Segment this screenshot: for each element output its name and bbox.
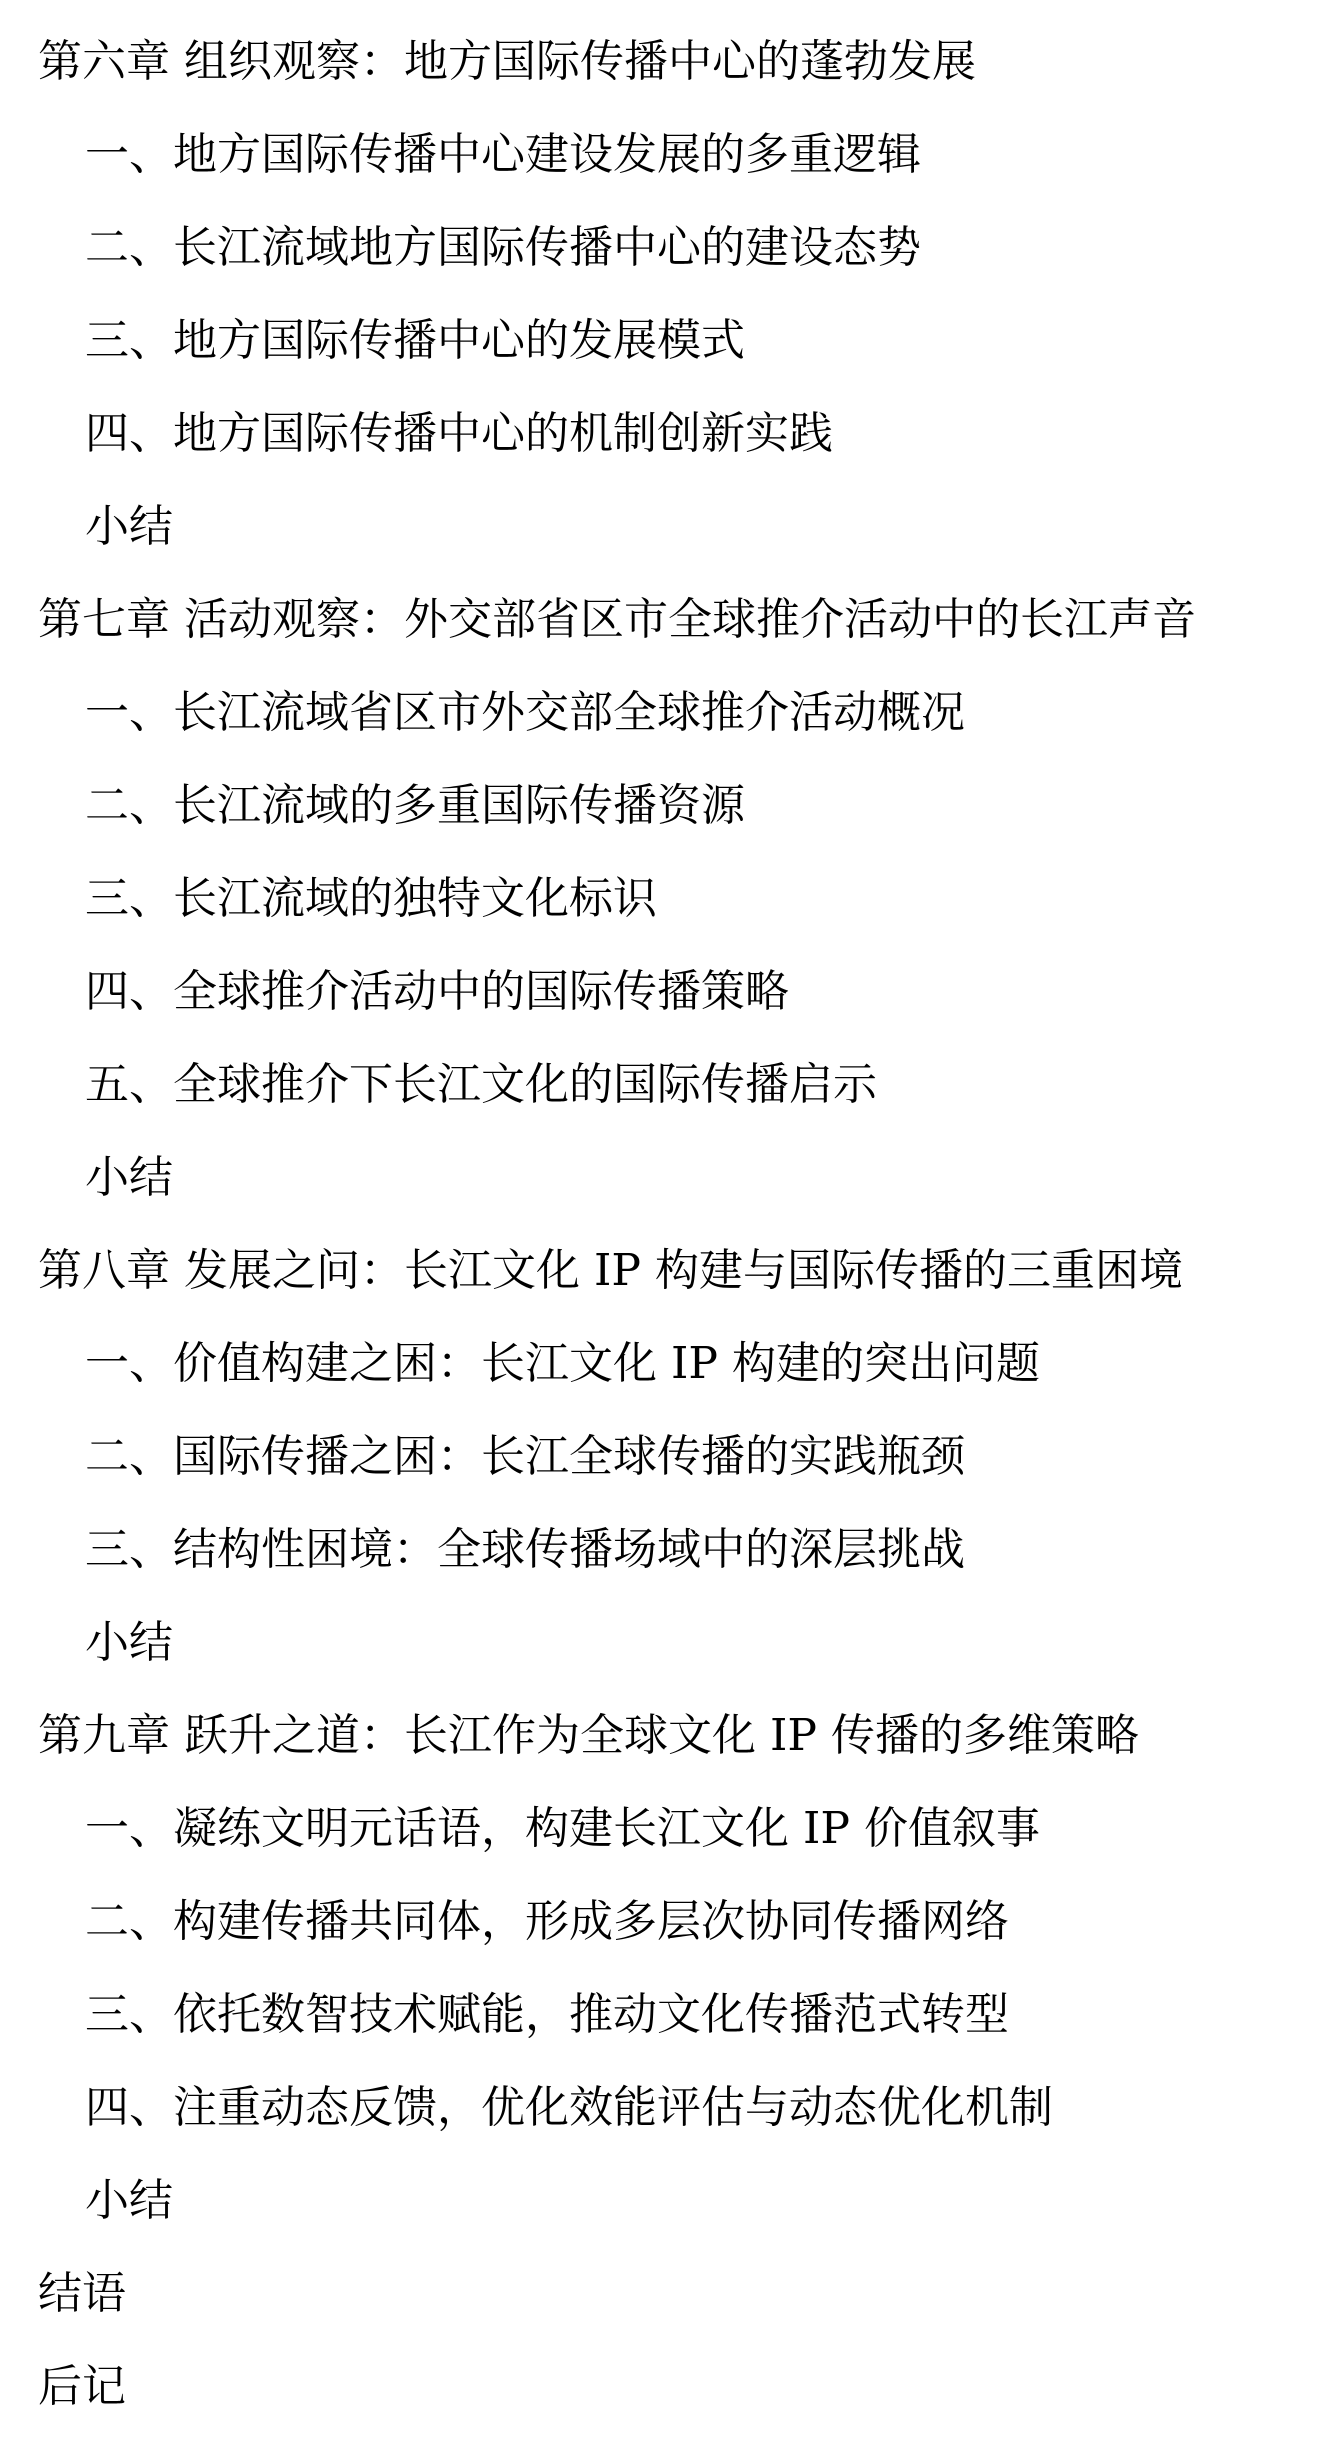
postscript-entry[interactable]: 后记 <box>38 2361 126 2412</box>
chapter-7-section-1[interactable]: 一、长江流域省区市外交部全球推介活动概况 <box>85 687 965 738</box>
chapter-8-section-2[interactable]: 二、国际传播之困：长江全球传播的实践瓶颈 <box>85 1431 965 1482</box>
chapter-8-title[interactable]: 第八章 发展之问：长江文化 IP 构建与国际传播的三重困境 <box>38 1245 1183 1296</box>
chapter-9-section-3[interactable]: 三、依托数智技术赋能，推动文化传播范式转型 <box>85 1989 1009 2040</box>
chapter-9-section-4[interactable]: 四、注重动态反馈，优化效能评估与动态优化机制 <box>85 2082 1053 2133</box>
chapter-7-section-3[interactable]: 三、长江流域的独特文化标识 <box>85 873 657 924</box>
conclusion-entry[interactable]: 结语 <box>38 2268 126 2319</box>
chapter-9-section-2[interactable]: 二、构建传播共同体，形成多层次协同传播网络 <box>85 1896 1009 1947</box>
chapter-7-section-5[interactable]: 五、全球推介下长江文化的国际传播启示 <box>85 1059 877 1110</box>
chapter-6-title[interactable]: 第六章 组织观察：地方国际传播中心的蓬勃发展 <box>38 36 976 87</box>
chapter-6-summary[interactable]: 小结 <box>85 501 173 552</box>
chapter-8-section-3[interactable]: 三、结构性困境：全球传播场域中的深层挑战 <box>85 1524 965 1575</box>
chapter-6-section-4[interactable]: 四、地方国际传播中心的机制创新实践 <box>85 408 833 459</box>
chapter-6-section-3[interactable]: 三、地方国际传播中心的发展模式 <box>85 315 745 366</box>
chapter-7-title[interactable]: 第七章 活动观察：外交部省区市全球推介活动中的长江声音 <box>38 594 1196 645</box>
chapter-7-summary[interactable]: 小结 <box>85 1152 173 1203</box>
chapter-8-section-1[interactable]: 一、价值构建之困：长江文化 IP 构建的突出问题 <box>85 1338 1040 1389</box>
chapter-6-section-2[interactable]: 二、长江流域地方国际传播中心的建设态势 <box>85 222 921 273</box>
chapter-7-section-2[interactable]: 二、长江流域的多重国际传播资源 <box>85 780 745 831</box>
chapter-8-summary[interactable]: 小结 <box>85 1617 173 1668</box>
chapter-9-title[interactable]: 第九章 跃升之道：长江作为全球文化 IP 传播的多维策略 <box>38 1710 1139 1761</box>
chapter-7-section-4[interactable]: 四、全球推介活动中的国际传播策略 <box>85 966 789 1017</box>
chapter-9-summary[interactable]: 小结 <box>85 2175 173 2226</box>
chapter-9-section-1[interactable]: 一、凝练文明元话语，构建长江文化 IP 价值叙事 <box>85 1803 1040 1854</box>
chapter-6-section-1[interactable]: 一、地方国际传播中心建设发展的多重逻辑 <box>85 129 921 180</box>
